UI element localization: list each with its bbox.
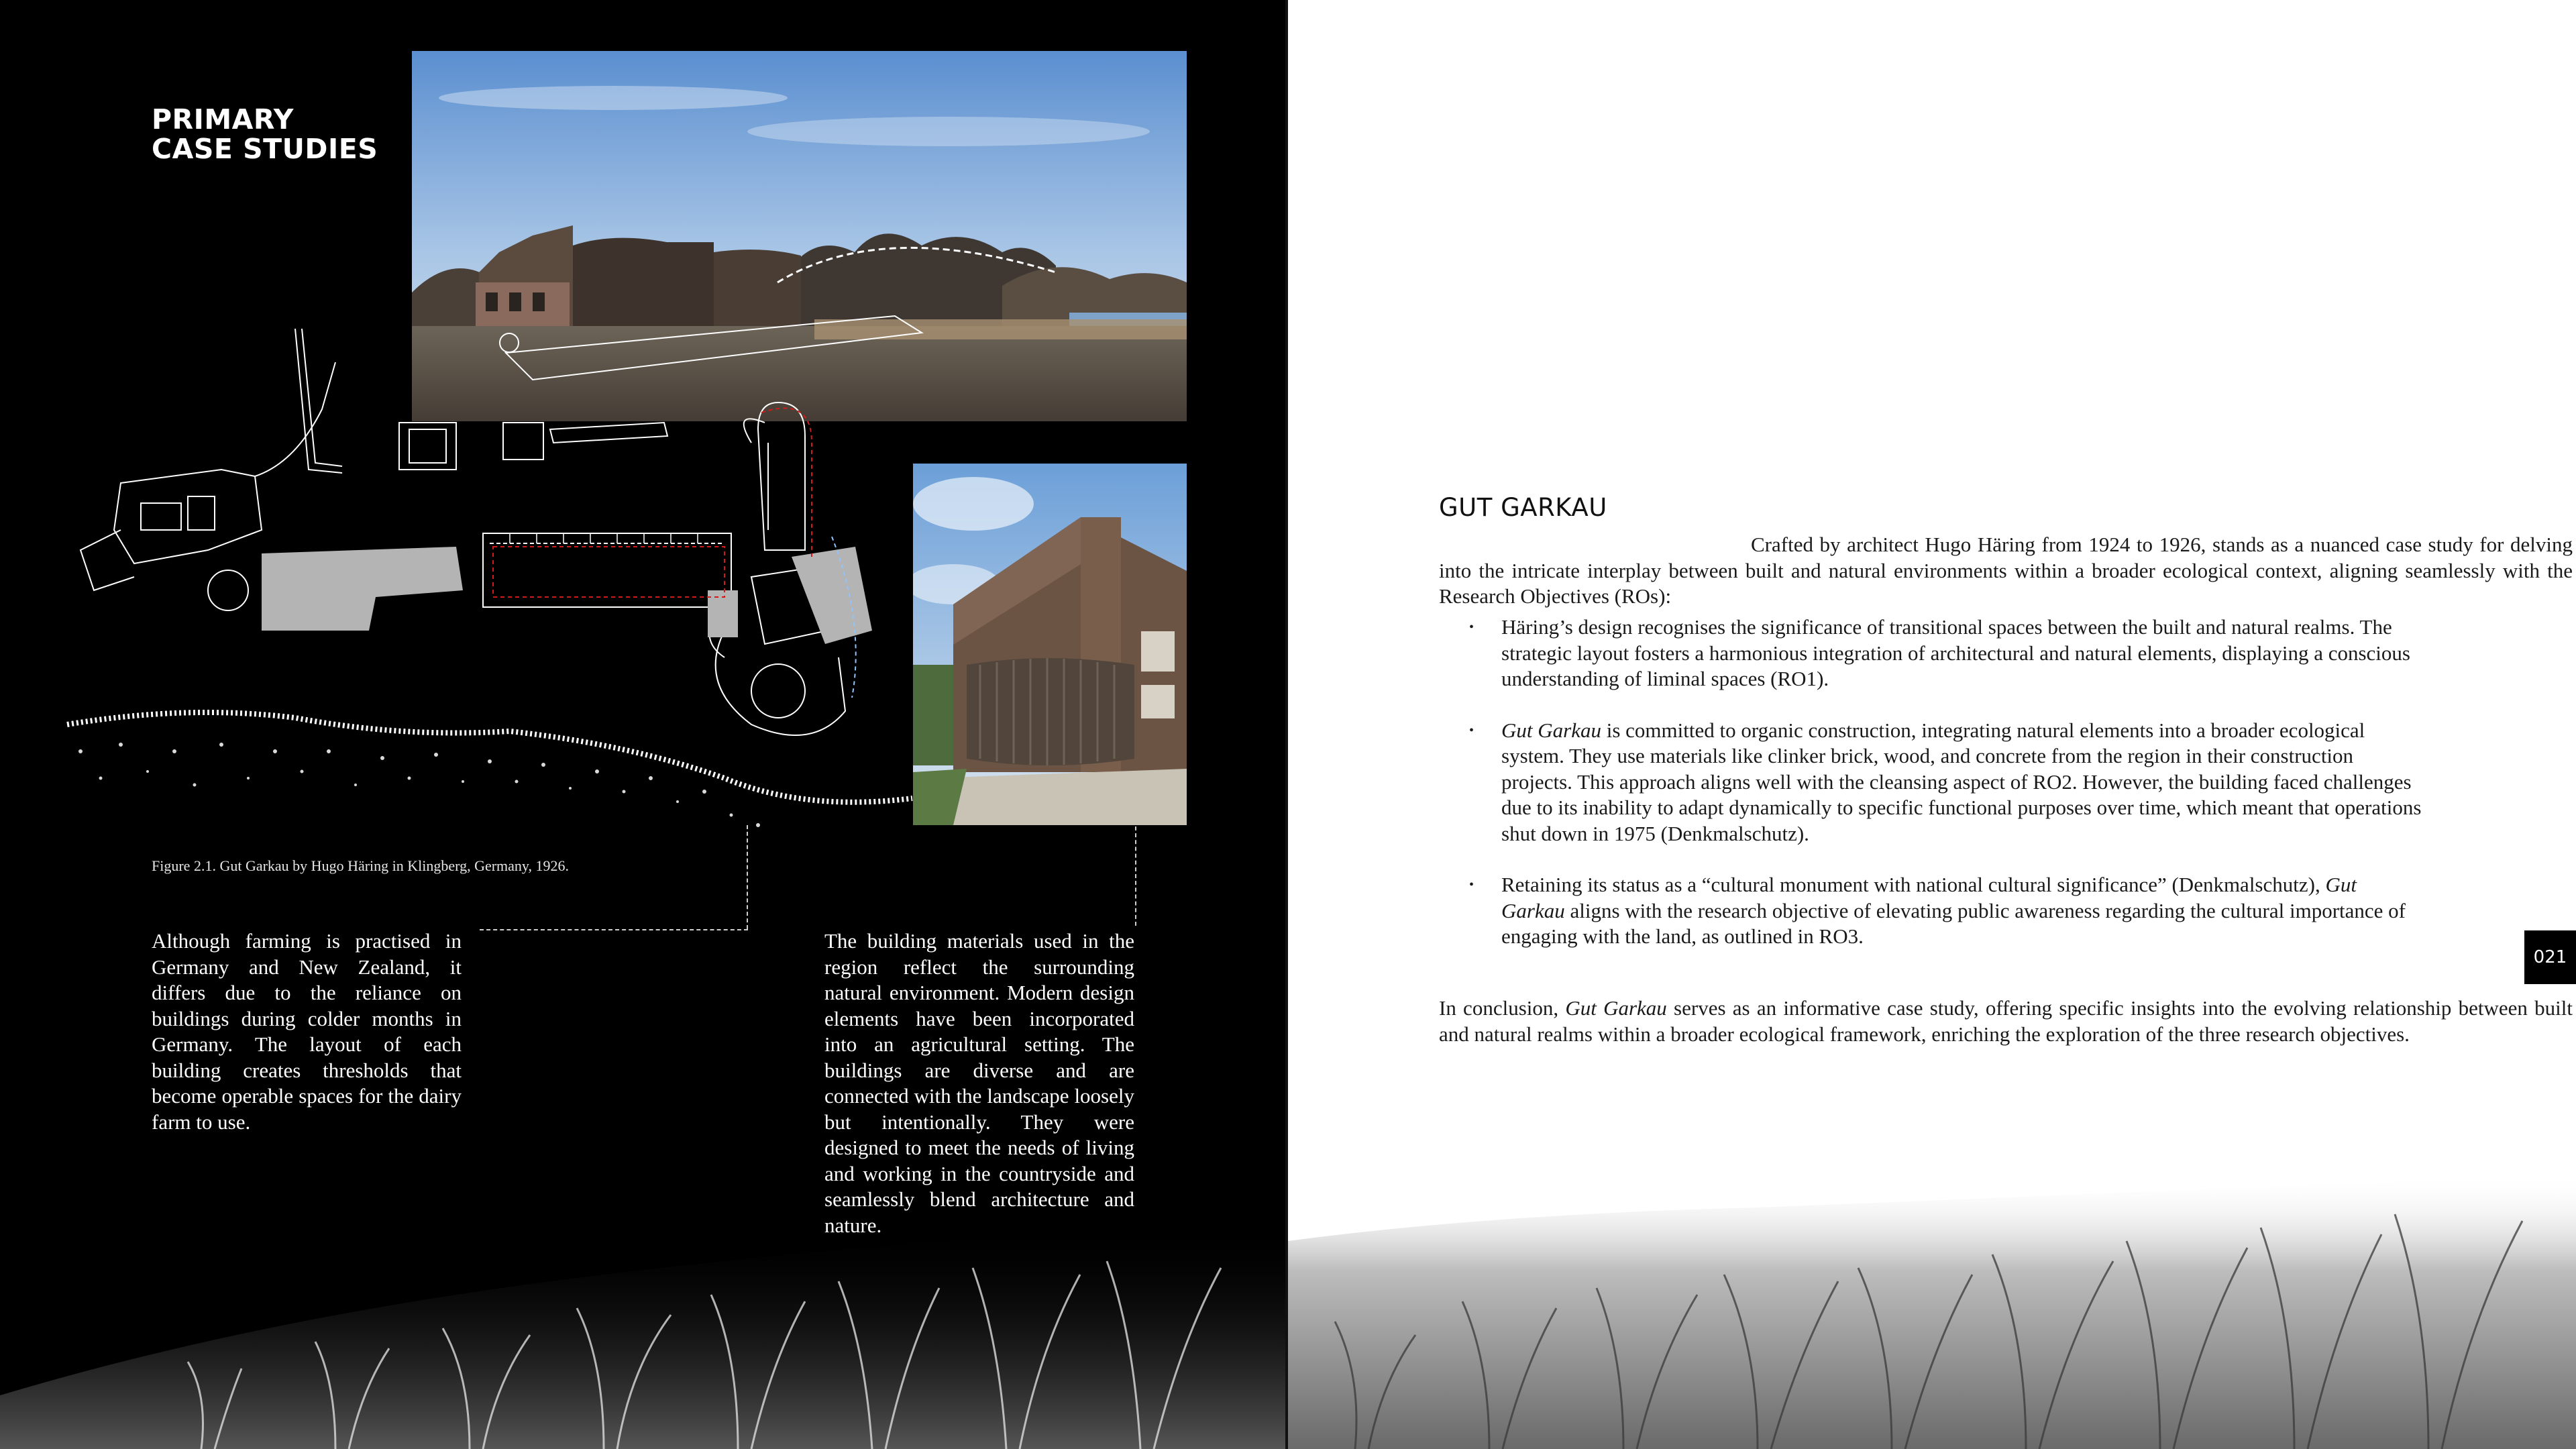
conclusion-pre: In conclusion, [1439,996,1566,1020]
list-item [1469,872,2422,950]
right-page [1288,0,2576,1449]
text-column-materials: The building materials used in the region reflect the surrounding natural environment. Modern design elements have been incorporated into an agricultural setting. The buildings are diverse and are connected with the landscape loosely but intentionally. They were designed to meet the needs of living and working in the countryside and seamlessly blend architecture and nature. [824,929,1134,1237]
grass-illustration-right [1288,1140,2576,1449]
bullet-text-ro1: Häring’s design recognises the significance of transitional spaces between the built and natural realms. The strategic layout fosters a harmonious integration of architectural and natural elements, displaying a conscious understanding of liminal spaces (RO1). [1501,615,2410,690]
conclusion-paragraph [1439,996,2573,1047]
bullet-emphasis: Gut Garkau [1501,873,2357,922]
bullet-text-ro3-post: aligns with the research objective of elevating public awareness regarding the cultural importance of engaging with the land, as outlined in RO3. [1501,898,2406,948]
list-item [1469,614,2422,692]
page-number: 021 [2524,930,2576,984]
grass-illustration-left [0,1194,1288,1449]
leader-line-left-vertical [747,825,748,929]
intro-paragraph: Crafted by architect Hugo Häring from 1924 to 1926, stands as a nuanced case study for delving into the intricate interplay between built and natural environments within a broader ecological context, aligning seamlessly with the Research Objectives (ROs): [1439,533,2573,608]
bullet-emphasis: Gut Garkau [1501,718,1601,742]
conclusion-post: serves as an informative case study, offering specific insights into the evolving relationship between built and natural realms within a broader ecological framework, enriching the exploration of the three research objectives. [1439,996,2573,1046]
list-item [1469,718,2422,847]
bullet-icon: • [1469,620,1474,635]
bullet-text-ro2: is committed to organic construction, integrating natural elements into a broader ecological system. They use materials like clinker brick, wood, and concrete from the region in their construction projects. This approach aligns well with the cleansing aspect of RO2. However, the building faced challenges due to its inability to adapt dynamically to specific functional purposes over time, which meant that operations shut down in 1975 (Denkmalschutz). [1501,718,2422,845]
bullet-icon: • [1469,877,1474,892]
research-objectives-list [1469,614,2422,975]
leader-line-right-vertical [1135,826,1136,926]
site-plan-drawing [54,309,926,865]
conclusion-emphasis: Gut Garkau [1565,996,1667,1020]
bullet-icon: • [1469,722,1474,738]
leader-line-left-horizontal [480,929,748,930]
text-column-farming: Although farming is practised in Germany and New Zealand, it differs due to the reliance on buildings during colder months in Germany. The layout of each building creates thresholds that become operable spaces for the dairy farm to use. [152,929,462,1134]
section-title: PRIMARY CASE STUDIES [152,103,378,165]
gut-garkau-photo-barn [913,464,1187,825]
bullet-text-ro3-pre: Retaining its status as a “cultural monument with national cultural significance” (Denkmalschutz), [1501,873,2326,896]
case-study-heading: GUT GARKAU [1439,493,1607,522]
figure-caption: Figure 2.1. Gut Garkau by Hugo Häring in Klingberg, Germany, 1926. [152,857,570,874]
